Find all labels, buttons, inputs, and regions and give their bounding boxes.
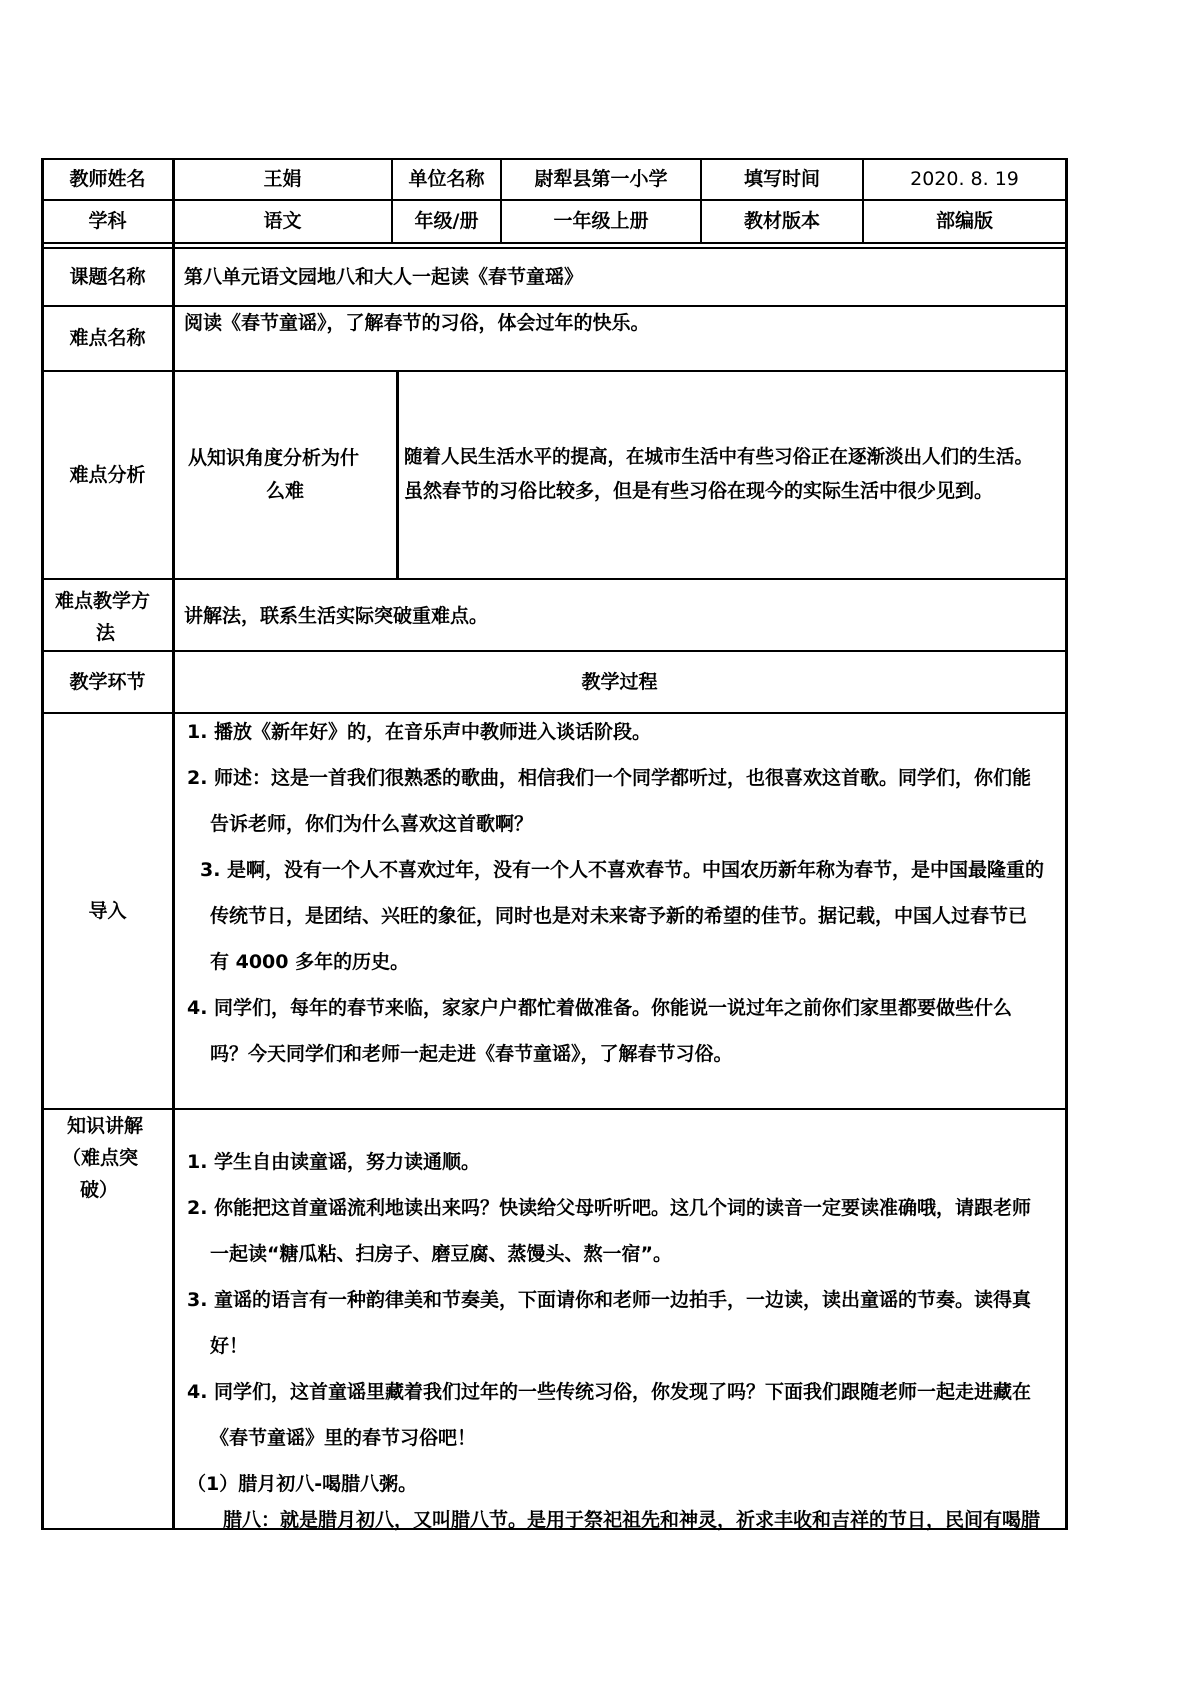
fill-date-label: 填写时间 — [743, 168, 820, 190]
intro-line: 4. 同学们，每年的春节来临，家家户户都忙着做准备。你能说一说过年之前你们家里都要做些什么 — [187, 997, 1013, 1019]
topic-value: 第八单元语文园地八和大人一起读《春节童瑶》 — [184, 265, 584, 288]
intro-line: 3. 是啊，没有一个人不喜欢过年，没有一个人不喜欢春节。中国农历新年称为春节，是中国最隆重的 — [200, 859, 1045, 881]
knowledge-label-line3: 破） — [80, 1179, 119, 1201]
knowledge-label-line1: 知识讲解 — [67, 1115, 144, 1137]
analysis-text-line2: 虽然春节的习俗比较多，但是有些习俗在现今的实际生活中很少见到。 — [404, 480, 994, 502]
col-divider — [396, 370, 399, 578]
intro-line: 吗？今天同学们和老师一起走进《春节童谣》，了解春节习俗。 — [210, 1043, 733, 1065]
knowledge-line: 好！ — [210, 1335, 249, 1357]
row-divider — [41, 305, 1067, 307]
analysis-text-line1: 随着人民生活水平的提高，在城市生活中有些习俗正在逐渐淡出人们的生活。 — [404, 447, 1034, 468]
knowledge-line: 一起读“糖瓜粘、扫房子、磨豆腐、蒸馒头、熬一宿”。 — [210, 1243, 672, 1265]
analysis-label: 难点分析 — [69, 463, 146, 486]
teacher-name-label: 教师姓名 — [69, 168, 146, 190]
grade-label: 年级/册 — [414, 210, 479, 232]
process-header-label: 教学过程 — [581, 670, 658, 693]
row-divider — [41, 370, 1067, 372]
edition-value: 部编版 — [935, 210, 993, 232]
intro-line: 2. 师述：这是一首我们很熟悉的歌曲，相信我们一个同学都听过，也很喜欢这首歌。同学们，你们能 — [187, 767, 1032, 789]
grade-value: 一年级上册 — [553, 210, 649, 232]
intro-line: 传统节日，是团结、兴旺的象征，同时也是对未来寄予新的希望的佳节。据记载，中国人过春节已 — [210, 905, 1028, 927]
unit-name-value: 尉犁县第一小学 — [534, 168, 668, 190]
edition-label: 教材版本 — [743, 210, 820, 232]
row-divider — [41, 712, 1067, 714]
method-label-line2: 法 — [96, 622, 116, 644]
knowledge-line: （1）腊月初八-喝腊八粥。 — [187, 1473, 418, 1495]
topic-label: 课题名称 — [69, 265, 146, 288]
knowledge-label-line2: （难点突 — [62, 1147, 139, 1169]
method-label-line1: 难点教学方 — [55, 590, 151, 612]
difficulty-label: 难点名称 — [69, 327, 146, 349]
knowledge-line: 4. 同学们，这首童谣里藏着我们过年的一些传统习俗，你发现了吗？下面我们跟随老师一起走进藏在 — [187, 1381, 1032, 1403]
method-value: 讲解法，联系生活实际突破重难点。 — [184, 605, 489, 627]
intro-line: 告诉老师，你们为什么喜欢这首歌啊？ — [210, 813, 534, 835]
stage-header-label: 教学环节 — [69, 670, 146, 693]
row-divider — [41, 578, 1067, 580]
difficulty-value: 阅读《春节童谣》，了解春节的习俗，体会过年的快乐。 — [184, 312, 650, 334]
row-divider — [41, 1108, 1067, 1110]
intro-line: 1. 播放《新年好》的，在音乐声中教师进入谈话阶段。 — [187, 721, 652, 743]
fill-date-value: 2020. 8. 19 — [910, 168, 1019, 190]
knowledge-line: 3. 童谣的语言有一种韵律美和节奏美，下面请你和老师一边拍手，一边读，读出童谣的节奏。读得真 — [187, 1289, 1032, 1311]
knowledge-line: 腊八：就是腊月初八，又叫腊八节。是用于祭祀祖先和神灵，祈求丰收和吉祥的节日，民间有喝腊 — [223, 1509, 1041, 1531]
intro-line: 有 4000 多年的历史。 — [210, 951, 410, 973]
unit-name-label: 单位名称 — [408, 168, 485, 190]
row-divider — [41, 242, 1067, 244]
analysis-sub-label-line1: 从知识角度分析为什 — [188, 447, 360, 469]
subject-label: 学科 — [88, 210, 127, 232]
knowledge-line: 1. 学生自由读童谣，努力读通顺。 — [187, 1151, 481, 1173]
subject-value: 语文 — [263, 210, 302, 232]
col-divider — [172, 158, 175, 1530]
intro-stage-label: 导入 — [88, 899, 127, 922]
knowledge-line: 2. 你能把这首童谣流利地读出来吗？快读给父母听听吧。这几个词的读音一定要读准确哦，请跟老师 — [187, 1197, 1032, 1219]
teacher-name-value: 王娟 — [263, 168, 302, 190]
analysis-sub-label-line2: 么难 — [266, 480, 305, 502]
table-right-border — [1065, 158, 1068, 1530]
knowledge-line: 《春节童谣》里的春节习俗吧！ — [210, 1427, 477, 1449]
